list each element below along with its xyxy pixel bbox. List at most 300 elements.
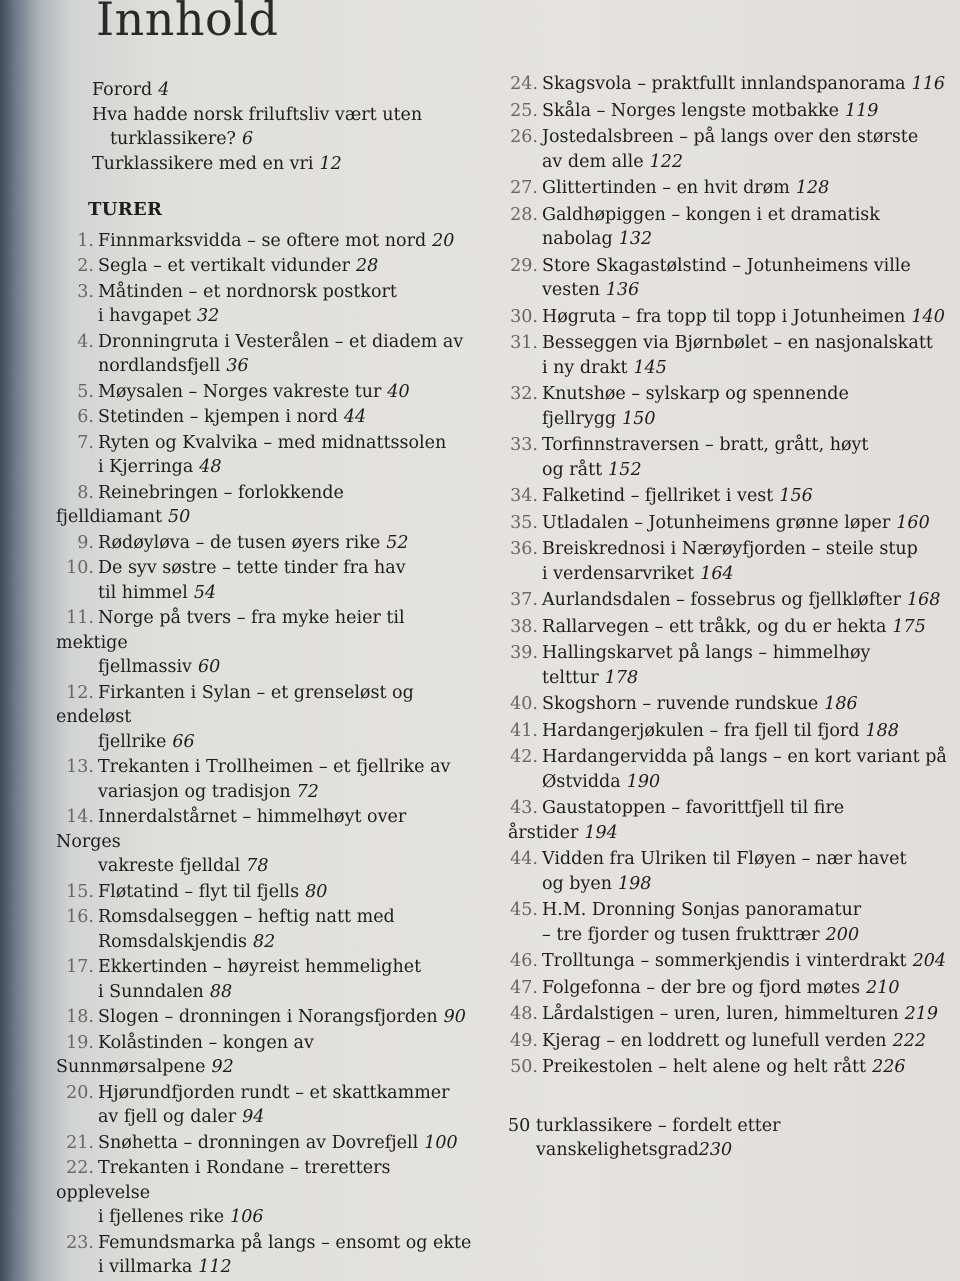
front-matter-title: Hva hadde norsk friluftsliv vært uten bbox=[92, 104, 423, 125]
toc-item bbox=[508, 1002, 948, 1027]
toc-item-title-cont: i verdensarvriket bbox=[542, 563, 695, 584]
front-matter-item bbox=[92, 103, 476, 152]
toc-item-line-2 bbox=[56, 455, 476, 480]
toc-item-number: 49. bbox=[510, 1030, 538, 1051]
toc-item-title: Finnmarksvidda – se oftere mot nord bbox=[98, 230, 427, 251]
toc-item-number: 19. bbox=[66, 1032, 94, 1053]
page-number: 66 bbox=[172, 731, 195, 752]
toc-item-title-cont: og byen bbox=[542, 873, 613, 894]
toc-item-number: 22. bbox=[66, 1158, 94, 1178]
page-number: 4 bbox=[158, 80, 170, 100]
page-number: 94 bbox=[242, 1107, 265, 1127]
toc-item-title: Kolåstinden – kongen av Sunnmørsalpene bbox=[56, 1032, 314, 1077]
toc-item-line-2 bbox=[508, 227, 948, 252]
toc-item-number: 17. bbox=[66, 957, 94, 977]
toc-item-title: Kjerag – en loddrett og lunefull verden bbox=[542, 1030, 887, 1051]
toc-item-title: De syv søstre – tette tinder fra hav bbox=[98, 558, 406, 578]
toc-item-number: 29. bbox=[510, 255, 538, 276]
toc-item-title: Knutshøe – sylskarp og spennende bbox=[542, 384, 849, 404]
toc-item-number: 41. bbox=[510, 720, 538, 741]
toc-item-line-1 bbox=[508, 719, 948, 744]
toc-item-number: 20. bbox=[66, 1082, 94, 1103]
toc-item-number: 25. bbox=[510, 100, 538, 121]
toc-item-line-2 bbox=[56, 304, 476, 329]
toc-item bbox=[56, 531, 476, 556]
toc-item-title: Falketind – fjellriket i vest bbox=[542, 486, 774, 506]
toc-item-title-cont: i havgapet bbox=[98, 306, 191, 326]
toc-item bbox=[508, 125, 948, 174]
toc-item-title-cont: og rått bbox=[542, 459, 603, 480]
toc-item-title-cont: i ny drakt bbox=[542, 357, 628, 378]
toc-item-line-2 bbox=[56, 730, 476, 755]
toc-item-line-1 bbox=[508, 433, 948, 458]
toc-item-line-1 bbox=[508, 898, 948, 923]
toc-item-number: 14. bbox=[66, 807, 94, 827]
toc-right-column bbox=[508, 72, 948, 1163]
toc-item-line-2 bbox=[56, 930, 476, 955]
toc-item-title-cont: nabolag bbox=[542, 229, 613, 249]
toc-item-line-1 bbox=[56, 606, 476, 655]
toc-item-line-2 bbox=[56, 354, 476, 379]
page-number: 136 bbox=[605, 280, 640, 300]
toc-item-number: 42. bbox=[510, 747, 538, 767]
toc-item-title: Snøhetta – dronningen av Dovrefjell bbox=[98, 1132, 419, 1153]
toc-item-title: Innerdalstårnet – himmelhøyt over Norges bbox=[56, 807, 407, 852]
tail-line-2-text: vanskelighetsgrad bbox=[536, 1140, 699, 1160]
page-number: 20 bbox=[432, 230, 455, 251]
toc-item-line-2 bbox=[508, 666, 948, 691]
toc-item-line-1 bbox=[56, 1156, 476, 1205]
toc-item-title-cont: nordlandsfjell bbox=[98, 356, 221, 376]
toc-item-number: 2. bbox=[77, 256, 94, 276]
toc-item-line-1 bbox=[56, 755, 476, 780]
toc-item-line-2 bbox=[56, 780, 476, 805]
toc-item-number: 7. bbox=[77, 432, 94, 453]
toc-item-number: 18. bbox=[66, 1007, 94, 1027]
page-number: 32 bbox=[196, 306, 220, 326]
toc-item-line-1 bbox=[508, 72, 948, 97]
toc-item-line-1 bbox=[508, 615, 948, 640]
toc-item-line-1 bbox=[508, 796, 948, 845]
toc-item bbox=[508, 484, 948, 509]
toc-item-number: 16. bbox=[66, 907, 94, 927]
toc-left-column bbox=[56, 78, 476, 1281]
toc-item-line-2 bbox=[56, 980, 476, 1005]
toc-item-title: Skagsvola – praktfullt innlandspanorama bbox=[542, 74, 906, 94]
toc-item-line-1 bbox=[56, 1131, 476, 1156]
page-number: 168 bbox=[906, 590, 941, 610]
toc-item-number: 15. bbox=[66, 881, 94, 902]
toc-item-line-2 bbox=[56, 655, 476, 680]
toc-item-number: 4. bbox=[77, 331, 94, 352]
page-number: 160 bbox=[896, 512, 930, 533]
toc-item bbox=[508, 305, 948, 330]
page-number: 132 bbox=[618, 229, 653, 249]
toc-item bbox=[56, 1156, 476, 1230]
toc-item-title: Trekanten i Rondane – treretters opplevelse bbox=[56, 1158, 391, 1203]
toc-item bbox=[508, 847, 948, 896]
page-number: 40 bbox=[387, 381, 410, 402]
page-number: 178 bbox=[604, 667, 639, 688]
page-number: 119 bbox=[844, 100, 879, 121]
page-number: 50 bbox=[168, 507, 191, 527]
toc-item bbox=[56, 229, 476, 254]
page-number: 88 bbox=[209, 981, 233, 1002]
toc-item-line-1 bbox=[56, 330, 476, 355]
page-number: 100 bbox=[424, 1132, 458, 1153]
tail-page-number: 230 bbox=[698, 1140, 733, 1160]
toc-item-title-cont: i Sunndalen bbox=[98, 981, 204, 1002]
toc-item-title: Torfinnstraversen – bratt, grått, høyt bbox=[542, 435, 869, 455]
toc-item-title-cont: Romsdalskjendis bbox=[98, 931, 247, 952]
toc-item-title: Hardangerjøkulen – fra fjell til fjord bbox=[542, 720, 860, 741]
toc-item-line-1 bbox=[56, 905, 476, 930]
toc-item-line-1 bbox=[56, 431, 476, 456]
toc-item-title: Breiskrednosi i Nærøyfjorden – steile stup bbox=[542, 539, 918, 559]
toc-item-line-1 bbox=[508, 745, 948, 770]
toc-item-title-cont: vesten bbox=[542, 280, 600, 300]
toc-item-title-cont: variasjon og tradisjon bbox=[98, 781, 291, 802]
tail-line-2 bbox=[508, 1138, 948, 1163]
front-matter-title-cont bbox=[92, 127, 476, 152]
toc-item bbox=[56, 1131, 476, 1156]
toc-item-title: Firkanten i Sylan – et grenseløst og endeløst bbox=[56, 682, 414, 727]
front-matter-title: Turklassikere med en vri bbox=[92, 153, 314, 174]
toc-item bbox=[56, 905, 476, 954]
toc-item-number: 34. bbox=[510, 486, 538, 506]
toc-item-number: 46. bbox=[510, 951, 538, 971]
toc-item-title: Høgruta – fra topp til topp i Jotunheimen bbox=[542, 306, 906, 327]
toc-item-line-2 bbox=[508, 278, 948, 303]
toc-item-title-cont: fjellrygg bbox=[542, 408, 617, 429]
toc-item bbox=[56, 1081, 476, 1130]
toc-item-title: Hjørundfjorden rundt – et skattkammer bbox=[98, 1082, 450, 1103]
page-number: 198 bbox=[618, 873, 652, 894]
page-number: 44 bbox=[343, 407, 367, 427]
toc-item-title-cont: i Kjerringa bbox=[98, 457, 194, 477]
toc-item bbox=[508, 176, 948, 201]
toc-item-number: 9. bbox=[77, 532, 94, 553]
toc-item bbox=[56, 330, 476, 379]
toc-item bbox=[508, 745, 948, 794]
front-matter-list bbox=[56, 78, 476, 176]
page-number: 82 bbox=[252, 931, 276, 952]
toc-item-line-1 bbox=[56, 1031, 476, 1080]
toc-item bbox=[508, 99, 948, 124]
toc-item-number: 3. bbox=[77, 281, 94, 302]
toc-item-title: Norge på tvers – fra myke heier til mektige bbox=[56, 608, 405, 653]
toc-item-title-cont: Østvidda bbox=[542, 771, 621, 792]
toc-item-number: 27. bbox=[510, 178, 538, 198]
toc-item bbox=[508, 641, 948, 690]
toc-item-number: 1. bbox=[77, 230, 94, 251]
toc-item-number: 35. bbox=[510, 512, 538, 533]
toc-item-line-1 bbox=[56, 955, 476, 980]
toc-item-line-1 bbox=[508, 511, 948, 536]
toc-item-title: Glittertinden – en hvit drøm bbox=[542, 178, 790, 198]
toc-item-line-1 bbox=[508, 176, 948, 201]
toc-item-number: 43. bbox=[510, 798, 538, 818]
toc-item bbox=[56, 481, 476, 530]
toc-item-title: Måtinden – et nordnorsk postkort bbox=[98, 281, 397, 302]
toc-item-title: Reinebringen – forlokkende fjelldiamant bbox=[56, 482, 344, 527]
toc-item-number: 23. bbox=[66, 1232, 94, 1253]
toc-item-number: 33. bbox=[510, 435, 538, 455]
toc-item bbox=[56, 681, 476, 755]
toc-item-line-2 bbox=[56, 581, 476, 606]
toc-item bbox=[508, 898, 948, 947]
toc-item bbox=[56, 1031, 476, 1080]
section-heading: TURER bbox=[88, 199, 163, 220]
toc-item-title: Aurlandsdalen – fossebrus og fjellkløfter bbox=[542, 590, 901, 610]
toc-item-line-1 bbox=[56, 380, 476, 405]
page-number: 156 bbox=[779, 486, 813, 506]
toc-item-number: 44. bbox=[510, 849, 538, 869]
toc-item-line-1 bbox=[56, 531, 476, 556]
toc-item bbox=[508, 949, 948, 974]
toc-item-number: 10. bbox=[66, 558, 94, 578]
toc-item-title: Trekanten i Trollheimen – et fjellrike av bbox=[98, 757, 451, 777]
page-number: 226 bbox=[872, 1057, 906, 1077]
toc-item-number: 30. bbox=[510, 306, 538, 327]
toc-item bbox=[508, 433, 948, 482]
page-number: 194 bbox=[584, 822, 618, 843]
front-matter-title: Forord bbox=[92, 80, 153, 100]
toc-item-line-1 bbox=[508, 1055, 948, 1080]
page-number: 92 bbox=[211, 1057, 234, 1077]
toc-item-number: 6. bbox=[77, 407, 94, 427]
toc-list-left bbox=[56, 229, 476, 1280]
page-title: Innhold bbox=[96, 0, 279, 46]
toc-item-title-cont: i villmarka bbox=[98, 1257, 193, 1277]
page-number: 36 bbox=[226, 356, 249, 376]
toc-item-title: Hallingskarvet på langs – himmelhøy bbox=[542, 643, 871, 663]
toc-item-line-1 bbox=[508, 692, 948, 717]
page-number: 210 bbox=[866, 977, 900, 998]
toc-item bbox=[56, 280, 476, 329]
toc-item-number: 8. bbox=[77, 482, 94, 503]
toc-item-line-1 bbox=[508, 976, 948, 1001]
toc-item bbox=[56, 805, 476, 879]
toc-item-title: Rallarvegen – ett tråkk, og du er hekta bbox=[542, 616, 887, 637]
toc-item-title: Utladalen – Jotunheimens grønne løper bbox=[542, 512, 891, 533]
page-number: 80 bbox=[305, 881, 328, 902]
toc-item-number: 32. bbox=[510, 384, 538, 404]
page-number: 6 bbox=[241, 129, 254, 149]
toc-item-line-2 bbox=[508, 872, 948, 897]
toc-item-line-1 bbox=[508, 847, 948, 872]
toc-item-title: Møysalen – Norges vakreste tur bbox=[98, 381, 382, 402]
toc-tail-entry bbox=[508, 1114, 948, 1163]
toc-item-number: 12. bbox=[66, 682, 94, 703]
toc-item-number: 36. bbox=[510, 539, 538, 559]
toc-item-title-cont: i fjellenes rike bbox=[98, 1207, 225, 1227]
toc-item bbox=[56, 254, 476, 279]
toc-item-number: 11. bbox=[66, 608, 94, 628]
page-number: 152 bbox=[608, 459, 642, 480]
toc-item-line-2 bbox=[56, 854, 476, 879]
toc-item-title-cont: telttur bbox=[542, 667, 599, 688]
toc-item-number: 37. bbox=[510, 590, 538, 610]
toc-item bbox=[508, 1029, 948, 1054]
toc-item-title: Ekkertinden – høyreist hemmelighet bbox=[98, 957, 422, 977]
toc-item-number: 50. bbox=[510, 1057, 538, 1077]
toc-item bbox=[56, 1005, 476, 1030]
page-number: 12 bbox=[319, 153, 342, 174]
toc-item-line-2 bbox=[56, 1105, 476, 1130]
toc-item-title: Ryten og Kvalvika – med midnattssolen bbox=[98, 432, 447, 453]
toc-item-number: 5. bbox=[77, 381, 94, 402]
toc-item-line-1 bbox=[56, 1005, 476, 1030]
toc-item-line-1 bbox=[56, 254, 476, 279]
toc-item-line-1 bbox=[508, 484, 948, 509]
page-number: 175 bbox=[892, 616, 926, 637]
toc-item-line-1 bbox=[56, 880, 476, 905]
toc-item-line-1 bbox=[508, 1029, 948, 1054]
toc-item-line-1 bbox=[508, 537, 948, 562]
toc-item-number: 40. bbox=[510, 694, 538, 714]
tail-line-1: 50 turklassikere – fordelt etter bbox=[508, 1115, 781, 1136]
toc-item-title-cont: fjellmassiv bbox=[98, 657, 192, 677]
toc-item-line-1 bbox=[508, 382, 948, 407]
page-number: 112 bbox=[198, 1257, 232, 1277]
page-number: 150 bbox=[622, 408, 656, 429]
toc-item bbox=[508, 796, 948, 845]
toc-item-title: Romsdalseggen – heftig natt med bbox=[98, 907, 395, 927]
toc-item-title: Folgefonna – der bre og fjord møtes bbox=[542, 977, 861, 998]
toc-list-right bbox=[508, 72, 948, 1080]
page-number: 60 bbox=[197, 657, 221, 677]
toc-item bbox=[56, 755, 476, 804]
toc-item bbox=[56, 556, 476, 605]
toc-item-title: Gaustatoppen – favorittfjell til fire årstider bbox=[508, 798, 845, 843]
toc-item-line-1 bbox=[56, 481, 476, 530]
toc-item bbox=[56, 405, 476, 430]
toc-item bbox=[508, 331, 948, 380]
toc-item-line-2 bbox=[56, 1255, 476, 1280]
page-number: 145 bbox=[633, 357, 667, 378]
toc-item-line-1 bbox=[508, 305, 948, 330]
toc-item-title-cont: av fjell og daler bbox=[98, 1107, 237, 1127]
toc-item-title: H.M. Dronning Sonjas panoramatur bbox=[542, 900, 862, 920]
toc-item-line-2 bbox=[508, 407, 948, 432]
toc-item-title: Store Skagastølstind – Jotunheimens ville bbox=[542, 255, 911, 276]
toc-item-title: Slogen – dronningen i Norangsfjorden bbox=[98, 1007, 438, 1027]
page-number: 219 bbox=[904, 1004, 939, 1024]
toc-item-title: Lårdalstigen – uren, luren, himmelturen bbox=[542, 1004, 899, 1024]
toc-item-line-1 bbox=[508, 99, 948, 124]
toc-item-title: Rødøyløva – de tusen øyers rike bbox=[98, 532, 381, 553]
toc-item bbox=[56, 606, 476, 680]
toc-item bbox=[508, 511, 948, 536]
page-number: 186 bbox=[824, 694, 858, 714]
page-number: 188 bbox=[865, 720, 899, 741]
toc-item-line-1 bbox=[56, 280, 476, 305]
page-number: 90 bbox=[443, 1007, 466, 1027]
toc-item-number: 39. bbox=[510, 643, 538, 663]
toc-item-line-1 bbox=[508, 949, 948, 974]
toc-item-line-1 bbox=[508, 125, 948, 150]
toc-item-line-1 bbox=[56, 681, 476, 730]
toc-item-title-cont: av dem alle bbox=[542, 151, 644, 172]
toc-item-line-1 bbox=[508, 641, 948, 666]
toc-item-line-2 bbox=[508, 150, 948, 175]
toc-item-number: 47. bbox=[510, 977, 538, 998]
toc-item bbox=[508, 1055, 948, 1080]
page-number: 164 bbox=[700, 563, 734, 584]
page-number: 52 bbox=[386, 532, 409, 553]
toc-item-title: Preikestolen – helt alene og helt rått bbox=[542, 1057, 867, 1077]
toc-item-line-2 bbox=[56, 1205, 476, 1230]
page-number: 222 bbox=[892, 1030, 926, 1051]
toc-item-number: 45. bbox=[510, 900, 538, 920]
toc-item-line-1 bbox=[508, 254, 948, 279]
page-number: 128 bbox=[795, 178, 830, 198]
toc-item-line-1 bbox=[56, 805, 476, 854]
toc-item bbox=[508, 537, 948, 586]
toc-item-number: 26. bbox=[510, 127, 538, 147]
toc-item-number: 24. bbox=[510, 74, 538, 94]
toc-item bbox=[56, 955, 476, 1004]
toc-item-line-1 bbox=[508, 331, 948, 356]
toc-item bbox=[508, 203, 948, 252]
toc-item-title: Femundsmarka på langs – ensomt og ekte bbox=[98, 1232, 472, 1253]
toc-item-title: Vidden fra Ulriken til Fløyen – nær havet bbox=[542, 849, 907, 869]
page-number: 140 bbox=[911, 306, 945, 327]
toc-item-title-cont: til himmel bbox=[98, 582, 188, 603]
page-number: 54 bbox=[193, 582, 217, 603]
toc-item-title: Fløtatind – flyt til fjells bbox=[98, 881, 300, 902]
toc-item-title-cont: vakreste fjelldal bbox=[98, 856, 241, 876]
toc-item bbox=[508, 382, 948, 431]
toc-item-number: 31. bbox=[510, 333, 538, 353]
page-number: 122 bbox=[649, 151, 683, 172]
toc-item-line-2 bbox=[508, 562, 948, 587]
toc-item bbox=[508, 72, 948, 97]
toc-item-number: 21. bbox=[66, 1132, 94, 1153]
toc-item-number: 48. bbox=[510, 1004, 538, 1024]
toc-item-title: Skåla – Norges lengste motbakke bbox=[542, 100, 839, 121]
page-number: 48 bbox=[199, 457, 222, 477]
toc-item-title-cont: fjellrike bbox=[98, 731, 167, 752]
toc-item-title: Hardangervidda på langs – en kort variant på bbox=[542, 747, 947, 767]
page-number: 200 bbox=[825, 924, 860, 945]
toc-item-title: Jostedalsbreen – på langs over den største bbox=[542, 127, 919, 147]
toc-item-number: 13. bbox=[66, 757, 94, 777]
toc-item bbox=[508, 719, 948, 744]
front-matter-item bbox=[92, 152, 476, 177]
toc-item-title: Besseggen via Bjørnbølet – en nasjonalskatt bbox=[542, 333, 933, 353]
page-number: 204 bbox=[912, 951, 946, 971]
toc-item-title: Stetinden – kjempen i nord bbox=[98, 407, 338, 427]
toc-item-line-2 bbox=[508, 356, 948, 381]
toc-item-line-2 bbox=[508, 458, 948, 483]
toc-item-line-1 bbox=[508, 203, 948, 228]
page-number: 106 bbox=[230, 1207, 264, 1227]
page-number: 116 bbox=[911, 74, 946, 94]
toc-item bbox=[508, 692, 948, 717]
toc-item bbox=[56, 380, 476, 405]
toc-item bbox=[508, 588, 948, 613]
page-number: 72 bbox=[296, 781, 319, 802]
toc-item-line-2 bbox=[508, 770, 948, 795]
toc-item-line-1 bbox=[56, 229, 476, 254]
page-number: 28 bbox=[356, 256, 379, 276]
page-number: 190 bbox=[626, 771, 661, 792]
toc-item-title: Skogshorn – ruvende rundskue bbox=[542, 694, 819, 714]
toc-item bbox=[508, 615, 948, 640]
toc-item-line-1 bbox=[56, 1081, 476, 1106]
